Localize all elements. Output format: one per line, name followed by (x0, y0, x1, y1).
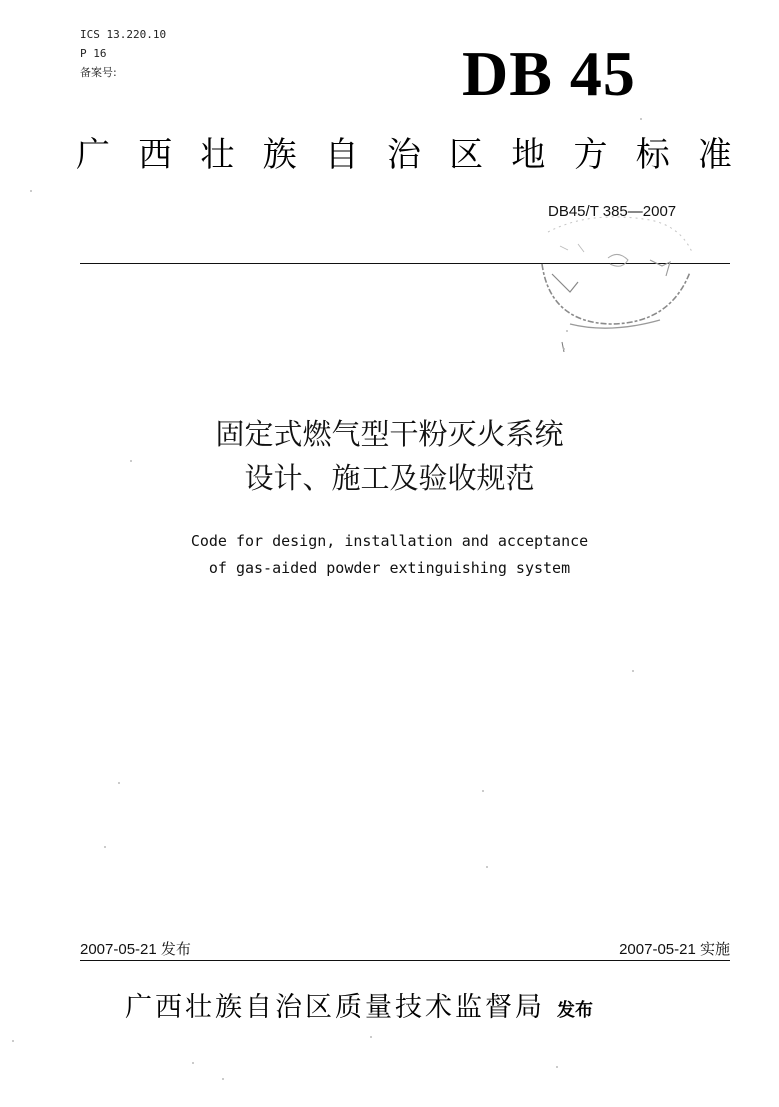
standard-type-char: 族 (262, 135, 297, 175)
title-english (0, 528, 779, 582)
scan-speck (30, 190, 32, 192)
ics-code: ICS 13.220.10 (80, 28, 167, 41)
standard-number: DB45/T 385—2007 (548, 203, 677, 220)
scan-speck (556, 1066, 558, 1068)
scan-speck (12, 1040, 14, 1042)
publication-date: 2007-05-21 发布 (80, 941, 191, 958)
implementation-date: 2007-05-21 实施 (619, 941, 730, 958)
standard-type-char: 自 (324, 135, 359, 175)
standard-type-char: 治 (386, 135, 421, 175)
scan-speck (482, 790, 484, 792)
standard-type-char: 方 (573, 135, 608, 175)
title-chinese-line-1: 固定式燃气型干粉灭火系统 (215, 417, 564, 451)
p-code: P 16 (80, 47, 107, 60)
standard-type-char: 标 (635, 135, 670, 175)
scan-speck (640, 118, 642, 120)
issue-action-label: 发布 (557, 1000, 593, 1021)
filing-number-label: 备案号: (80, 66, 117, 79)
standard-type-heading (76, 133, 732, 177)
title-chinese (0, 412, 779, 500)
scan-speck (566, 330, 568, 332)
scan-speck (486, 866, 488, 868)
title-english-line-2: of gas-aided powder extinguishing system (208, 559, 571, 577)
scan-speck (632, 670, 634, 672)
standard-type-char: 区 (449, 135, 484, 175)
title-chinese-line-2: 设计、施工及验收规范 (244, 461, 535, 495)
standard-type-char: 西 (138, 135, 173, 175)
scan-speck (192, 1062, 194, 1064)
title-english-line-1: Code for design, installation and acceptance (190, 532, 589, 550)
db-logo: DB 45 (462, 38, 636, 109)
scan-speck (118, 782, 120, 784)
bottom-divider (80, 960, 730, 961)
issuing-authority: 广西壮族自治区质量技术监督局 (125, 992, 545, 1023)
standard-type-char: 准 (697, 135, 732, 175)
scan-speck (104, 846, 106, 848)
issuer-row (125, 990, 685, 1026)
scan-speck (130, 460, 132, 462)
standard-type-char: 地 (511, 135, 546, 175)
standard-type-char: 壮 (200, 135, 235, 175)
official-seal-stamp (530, 212, 710, 352)
scan-speck (370, 1036, 372, 1038)
scan-speck (563, 348, 565, 350)
standard-type-char: 广 (76, 135, 110, 175)
scan-speck (222, 1078, 224, 1080)
